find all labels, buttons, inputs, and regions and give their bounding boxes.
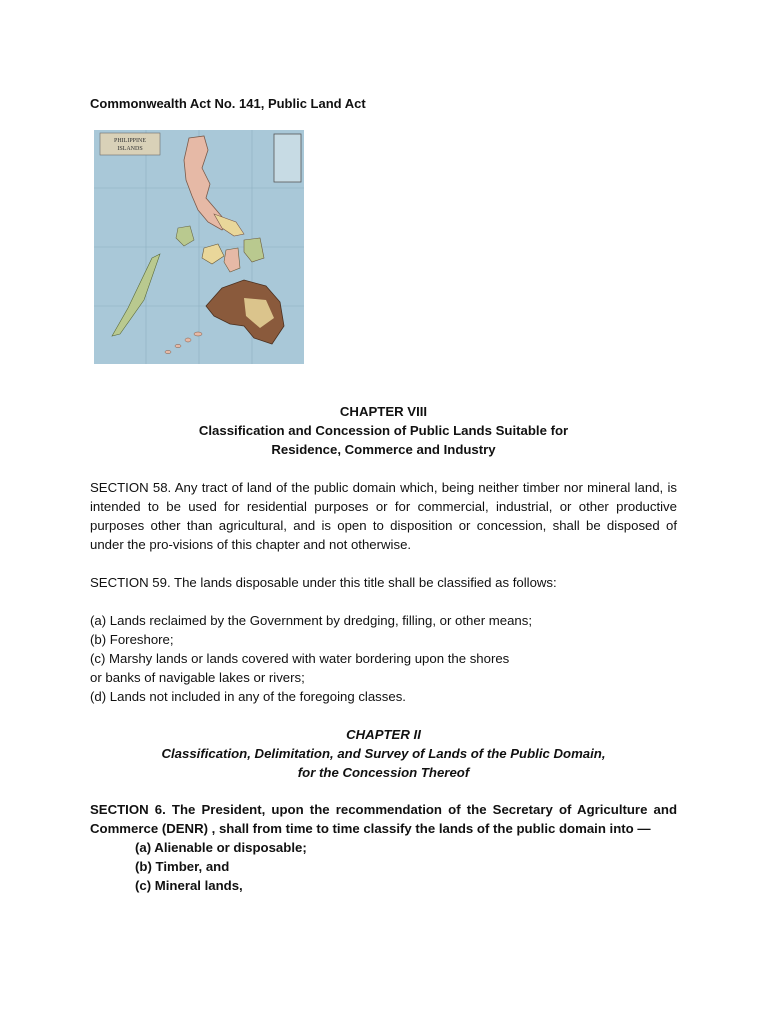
chapter8-subtitle-line1: Classification and Concession of Public Lands Suitable for: [198, 423, 569, 438]
map-title-line2: ISLANDS: [117, 146, 143, 152]
map-title-line1: PHILIPPINE: [113, 138, 147, 144]
section6-list: [90, 838, 722, 895]
document-title: Commonwealth Act No. 141, Public Land Act: [90, 96, 366, 111]
chapter2-heading: CHAPTER II: [346, 727, 421, 742]
chapter2-subtitle-line1: Classification, Delimitation, and Survey of Lands of the Public Domain,: [161, 746, 606, 761]
chapter2-subtitle-line2: for the Concession Thereof: [297, 765, 470, 780]
section59-list: [90, 611, 677, 706]
chapter8-header: [90, 402, 677, 459]
section6-paragraph: SECTION 6. The President, upon the recommendation of the Secretary of Agriculture and Commerce (DENR) , shall from time to time classify the lands of the public domain into —: [90, 802, 677, 836]
list-item: (a) Lands reclaimed by the Government by dredging, filling, or other means;: [90, 613, 533, 628]
philippines-map-image: [94, 130, 304, 364]
map-illustration: [94, 130, 304, 364]
list-item: (c) Mineral lands,: [135, 878, 243, 893]
list-item: or banks of navigable lakes or rivers;: [90, 670, 305, 685]
section59-intro: SECTION 59. The lands disposable under this title shall be classified as follows:: [90, 575, 557, 590]
section58-paragraph: SECTION 58. Any tract of land of the public domain which, being neither timber nor mineral land, is intended to be used for residential purposes or for commercial, industrial, or other productive purposes other than agricultural, and is open to disposition or concession, shall be disposed of under the pro-visions of this chapter and not otherwise.: [90, 480, 677, 552]
list-item: (b) Timber, and: [135, 859, 230, 874]
map-inset: [274, 134, 301, 182]
list-item: (c) Marshy lands or lands covered with water bordering upon the shores: [90, 651, 510, 666]
list-item: (d) Lands not included in any of the foregoing classes.: [90, 689, 406, 704]
list-item: (a) Alienable or disposable;: [135, 840, 307, 855]
chapter8-subtitle-line2: Residence, Commerce and Industry: [271, 442, 496, 457]
chapter2-header: [90, 725, 677, 782]
list-item: (b) Foreshore;: [90, 632, 174, 647]
chapter8-heading: CHAPTER VIII: [339, 404, 428, 419]
